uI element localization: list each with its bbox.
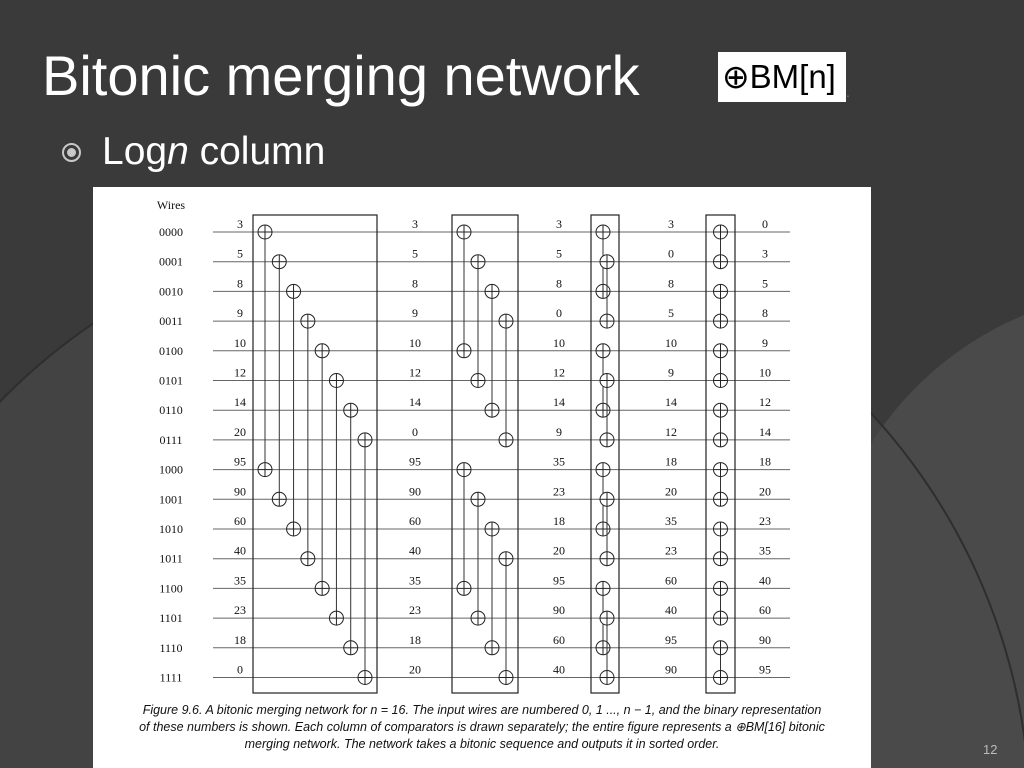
value-label: 35 (759, 543, 771, 558)
value-label: 18 (409, 632, 421, 647)
caption-line-1: Figure 9.6. A bitonic merging network for n = 16. The input wires are numbered 0, 1 ..., n − 1, and the binary representation (142, 703, 822, 717)
value-label: 9 (556, 424, 562, 439)
value-label: 95 (665, 632, 677, 647)
value-label: 90 (234, 484, 246, 499)
value-label: 8 (556, 276, 562, 291)
bullet-text-column: column (188, 130, 326, 173)
value-label: 60 (234, 514, 246, 528)
figure-panel (93, 187, 871, 768)
wire-label: 1001 (159, 492, 183, 507)
value-label: 20 (759, 484, 771, 499)
value-label: 5 (556, 246, 562, 261)
value-label: 10 (759, 365, 771, 380)
value-label: 14 (234, 395, 246, 410)
value-label: 8 (668, 276, 674, 291)
value-label: 35 (553, 454, 565, 469)
wire-label: 0001 (159, 254, 183, 269)
value-label: 3 (556, 217, 562, 231)
value-label: 23 (553, 484, 565, 499)
wire-label: 1100 (159, 581, 183, 596)
value-label: 5 (668, 306, 674, 321)
value-label: 9 (412, 306, 418, 321)
badge-dot: . (846, 84, 850, 100)
value-label: 12 (665, 424, 677, 439)
value-label: 95 (759, 662, 771, 677)
value-label: 0 (556, 306, 562, 321)
value-label: 5 (412, 246, 418, 261)
value-label: 23 (759, 514, 771, 528)
value-label: 90 (759, 632, 771, 647)
wire-label: 1011 (159, 551, 183, 566)
bullet-point (102, 128, 325, 176)
value-label: 40 (409, 543, 421, 558)
value-label: 9 (668, 365, 674, 380)
caption-line-3: merging network. The network takes a bitonic sequence and outputs it in sorted order. (244, 737, 720, 751)
value-label: 9 (762, 335, 768, 350)
value-label: 18 (234, 632, 246, 647)
value-label: 10 (553, 335, 565, 350)
wire-label: 0100 (159, 343, 183, 358)
value-label: 3 (668, 217, 674, 231)
value-label: 10 (234, 335, 246, 350)
value-label: 20 (234, 424, 246, 439)
stage-box (253, 215, 377, 693)
value-label: 18 (553, 514, 565, 528)
value-label: 8 (412, 276, 418, 291)
value-label: 3 (762, 246, 768, 261)
value-label: 95 (553, 573, 565, 588)
value-label: 0 (237, 662, 243, 677)
value-label: 23 (665, 543, 677, 558)
bullet-text-n: n (167, 130, 189, 173)
value-label: 35 (665, 514, 677, 528)
wire-label: 0111 (159, 432, 183, 447)
value-label: 35 (409, 573, 421, 588)
value-label: 20 (665, 484, 677, 499)
wire-label: 1110 (159, 640, 183, 655)
value-label: 20 (553, 543, 565, 558)
value-label: 9 (237, 306, 243, 321)
value-label: 60 (665, 573, 677, 588)
wire-label: 1101 (159, 611, 183, 626)
value-label: 0 (762, 217, 768, 231)
value-label: 60 (553, 632, 565, 647)
wire-label: 1111 (159, 670, 183, 685)
value-label: 14 (409, 395, 421, 410)
value-label: 3 (237, 217, 243, 231)
value-label: 90 (665, 662, 677, 677)
value-label: 95 (234, 454, 246, 469)
value-label: 0 (412, 424, 418, 439)
value-label: 23 (234, 603, 246, 618)
value-label: 5 (237, 246, 243, 261)
value-label: 8 (237, 276, 243, 291)
wire-label: 0010 (159, 284, 183, 299)
value-label: 35 (234, 573, 246, 588)
value-label: 12 (553, 365, 565, 380)
value-label: 18 (759, 454, 771, 469)
wire-label: 0011 (159, 314, 183, 329)
wire-label: 0000 (159, 225, 183, 239)
value-label: 23 (409, 603, 421, 618)
value-label: 12 (759, 395, 771, 410)
bitonic-network-diagram (93, 187, 871, 702)
bullet-text-log: Log (102, 130, 168, 173)
value-label: 40 (759, 573, 771, 588)
value-label: 12 (409, 365, 421, 380)
value-label: 20 (409, 662, 421, 677)
value-label: 10 (665, 335, 677, 350)
value-label: 40 (553, 662, 565, 677)
page-number: 12 (983, 742, 998, 757)
value-label: 60 (409, 514, 421, 528)
wire-label: 1010 (159, 522, 183, 536)
value-label: 18 (665, 454, 677, 469)
value-label: 10 (409, 335, 421, 350)
value-label: 14 (759, 424, 771, 439)
figure-caption (93, 702, 871, 753)
value-label: 14 (553, 395, 565, 410)
wire-label: 0110 (159, 403, 183, 418)
value-label: 12 (234, 365, 246, 380)
wire-label: 1000 (159, 462, 183, 477)
wire-label: 0101 (159, 373, 183, 388)
value-label: 40 (665, 603, 677, 618)
value-label: 5 (762, 276, 768, 291)
bullet-circle-icon (62, 143, 81, 162)
wires-header: Wires (156, 198, 186, 212)
slide-title: Bitonic merging network (42, 44, 640, 107)
caption-line-2: of these numbers is shown. Each column of comparators is drawn separately; the entire figure represents a ⊕BM[16] bitonic (139, 720, 825, 734)
value-label: 60 (759, 603, 771, 618)
value-label: 90 (409, 484, 421, 499)
value-label: 14 (665, 395, 677, 410)
value-label: 3 (412, 217, 418, 231)
value-label: 40 (234, 543, 246, 558)
value-label: 95 (409, 454, 421, 469)
value-label: 90 (553, 603, 565, 618)
stage-box (452, 215, 518, 693)
value-label: 0 (668, 246, 674, 261)
bm-badge: ⊕BM[n] (718, 52, 846, 102)
value-label: 8 (762, 306, 768, 321)
